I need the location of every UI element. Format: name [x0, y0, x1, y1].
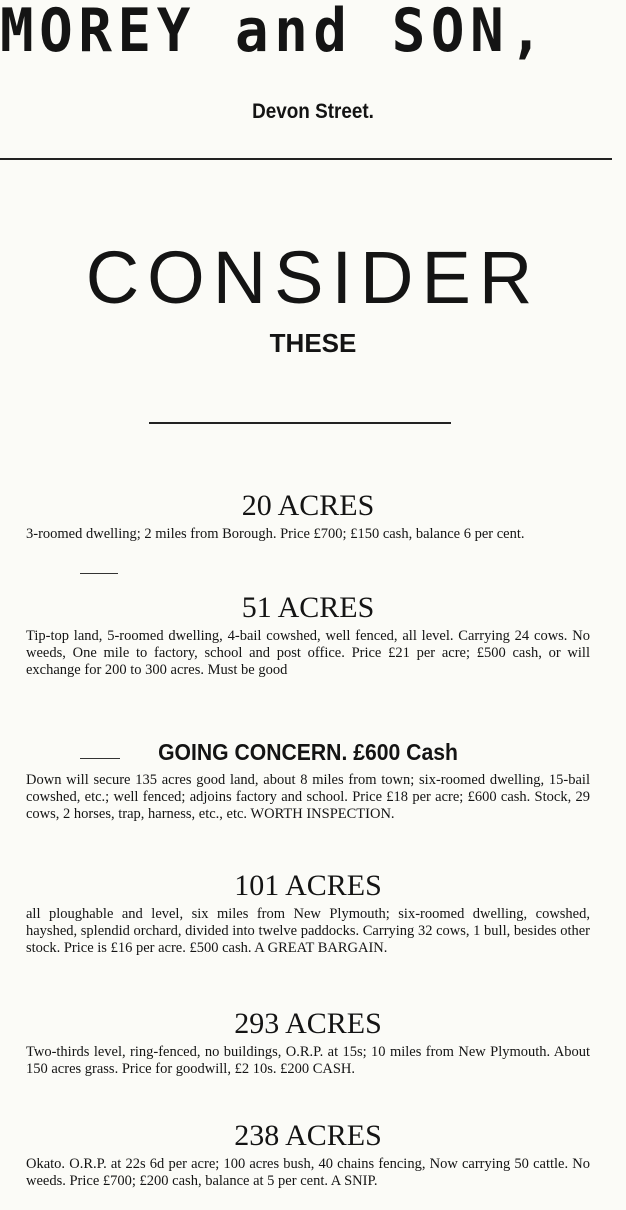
listing-description: Down will secure 135 acres good land, about 8 miles from town; six-roomed dwelling, 15-bail cowshed, etc.; well fenced; adjoins factory and school. Price £18 per acre; £600 cash. Stock, 29 cows, 2 horses, trap, harness, etc., etc. WORTH INSPECTION. — [26, 772, 590, 822]
listing-101-acres — [26, 868, 590, 957]
listing-heading: 238 ACRES — [234, 1119, 382, 1152]
listing-238-acres — [26, 1118, 590, 1190]
print-smudge — [80, 573, 118, 574]
listing-description: all ploughable and level, six miles from New Plymouth; six-roomed dwelling, cowshed, hayshed, splendid orchard, divided into twelve paddocks. Carrying 32 cows, 1 bull, besides other stock. Price is £16 per acre. £500 cash. A GREAT BARGAIN. — [26, 906, 590, 956]
listing-20-acres — [26, 488, 590, 543]
listing-heading: 293 ACRES — [234, 1007, 382, 1040]
listing-description: Tip-top land, 5-roomed dwelling, 4-bail cowshed, well fenced, all level. Carrying 24 cows. No weeds, One mile to factory, school and post office. Price £21 per acre; £500 cash, or will exchange for 200 to 300 acres. Must be good — [26, 628, 590, 678]
listing-going-concern — [26, 734, 590, 823]
listing-293-acres — [26, 1006, 590, 1078]
middle-divider — [149, 422, 451, 424]
listing-heading: GOING CONCERN. £600 Cash — [158, 739, 458, 765]
headline-title: CONSIDER — [85, 236, 541, 319]
listing-description: 3-roomed dwelling; 2 miles from Borough. Price £700; £150 cash, balance 6 per cent. — [26, 526, 525, 542]
listing-description: Okato. O.R.P. at 22s 6d per acre; 100 acres bush, 40 chains fencing, Now carrying 50 cattle. No weeds. Price £700; £200 cash, balance at 5 per cent. A SNIP. — [26, 1156, 590, 1189]
listing-heading: 101 ACRES — [234, 869, 382, 902]
street-address: Devon Street. — [252, 100, 374, 123]
listing-heading: 20 ACRES — [241, 489, 375, 522]
top-divider — [0, 158, 612, 160]
firm-name: MOREY and SON, — [0, 0, 549, 66]
headline-subtitle: THESE — [269, 328, 357, 358]
listing-description: Two-thirds level, ring-fenced, no buildings, O.R.P. at 15s; 10 miles from New Plymouth. About 150 acres grass. Price for goodwill, £2 10s. £200 CASH. — [26, 1044, 590, 1077]
listing-51-acres — [26, 590, 590, 679]
listing-heading: 51 ACRES — [241, 591, 375, 624]
print-smudge — [80, 758, 120, 759]
